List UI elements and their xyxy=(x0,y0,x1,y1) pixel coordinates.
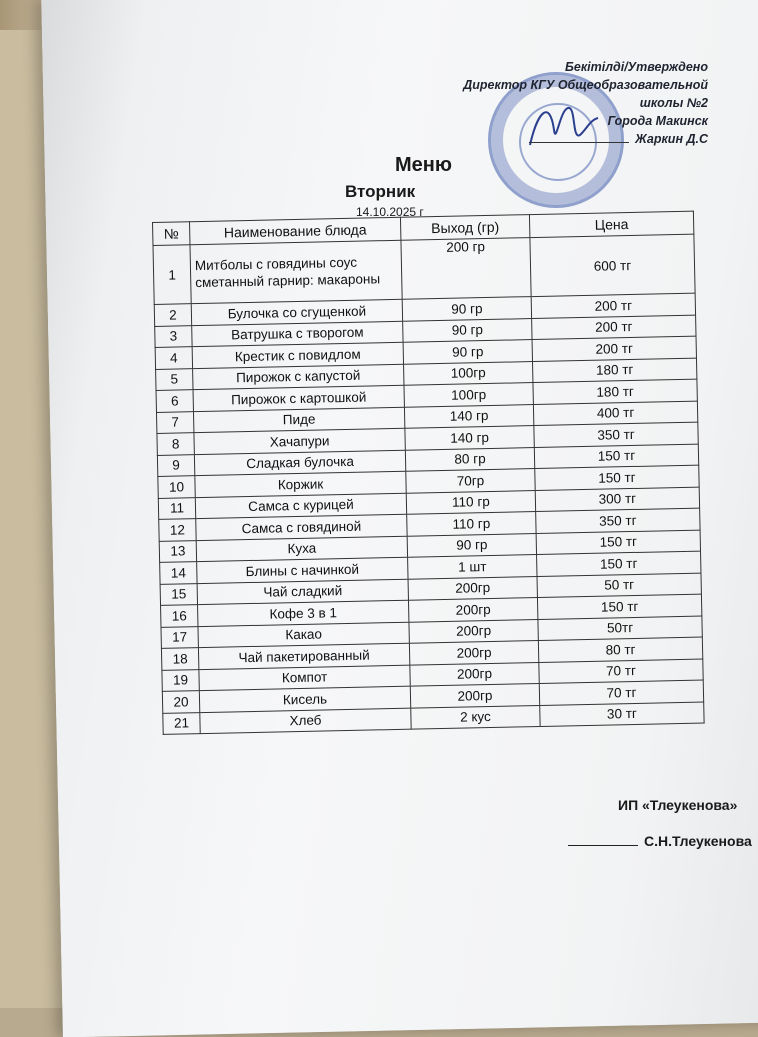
dish-name: Компот xyxy=(199,665,410,691)
dish-yield: 200 гр xyxy=(401,238,531,300)
dish-name: Кофе 3 в 1 xyxy=(198,600,409,626)
dish-name: Коржик xyxy=(195,471,406,497)
dish-price: 80 тг xyxy=(538,637,702,662)
dish-yield: 200гр xyxy=(410,683,539,707)
dish-price: 350 тг xyxy=(536,508,700,533)
dish-yield: 100гр xyxy=(404,383,533,407)
dish-yield: 110 гр xyxy=(407,512,536,536)
dish-price: 70 тг xyxy=(539,680,703,705)
row-number: 5 xyxy=(156,368,193,390)
dish-name: Хлеб xyxy=(200,708,411,734)
dish-name: Ватрушка с творогом xyxy=(192,321,403,347)
dish-name: Хачапури xyxy=(194,428,405,454)
dish-price: 150 тг xyxy=(537,551,701,576)
dish-price: 350 тг xyxy=(534,422,698,447)
dish-yield: 200гр xyxy=(409,641,538,665)
dish-yield: 1 шт xyxy=(408,555,537,579)
dish-price: 50тг xyxy=(538,616,702,641)
dish-yield: 200гр xyxy=(408,598,537,622)
dish-name: Самса с курицей xyxy=(195,493,406,519)
approval-line-4: Города Макинск xyxy=(607,114,708,128)
vendor-signature-row xyxy=(568,833,752,849)
row-number: 3 xyxy=(155,325,192,347)
dish-price: 300 тг xyxy=(535,487,699,512)
row-number: 20 xyxy=(162,691,199,713)
column-header-yield: Выход (гр) xyxy=(400,215,529,241)
dish-name: Кисель xyxy=(199,686,410,712)
dish-name: Какао xyxy=(198,622,409,648)
dish-name: Самса с говядиной xyxy=(196,514,407,540)
row-number: 13 xyxy=(159,540,196,562)
approval-line-1: Бекітілді/Утверждено xyxy=(565,60,708,74)
dish-price: 150 тг xyxy=(534,444,698,469)
row-number: 18 xyxy=(161,648,198,670)
vendor-name: ИП «Тлеукенова» xyxy=(618,797,738,813)
approval-line-2: Директор КГУ Общеобразовательной xyxy=(463,78,708,92)
dish-yield: 200гр xyxy=(408,576,537,600)
dish-price: 200 тг xyxy=(532,336,696,361)
dish-yield: 80 гр xyxy=(405,447,534,471)
row-number: 21 xyxy=(163,712,200,734)
page-title: Меню xyxy=(395,154,452,176)
row-number: 2 xyxy=(154,304,191,326)
dish-price: 70 тг xyxy=(539,659,703,684)
row-number: 19 xyxy=(162,669,199,691)
row-number: 16 xyxy=(161,605,198,627)
approval-block xyxy=(463,58,708,148)
approval-signer: Жаркин Д.С xyxy=(635,132,708,146)
dish-name: Чай сладкий xyxy=(197,579,408,605)
menu-date: 14.10.2025 г xyxy=(356,205,424,219)
row-number: 14 xyxy=(160,562,197,584)
dish-price: 400 тг xyxy=(533,401,697,426)
dish-yield: 100гр xyxy=(404,361,533,385)
row-number: 11 xyxy=(158,497,195,519)
dish-yield: 140 гр xyxy=(405,426,534,450)
row-number: 4 xyxy=(155,347,192,369)
vendor-signer: С.Н.Тлеукенова xyxy=(644,833,752,849)
dish-price: 200 тг xyxy=(531,293,695,318)
row-number: 17 xyxy=(161,626,198,648)
dish-price: 150 тг xyxy=(536,530,700,555)
dish-yield: 90 гр xyxy=(403,318,532,342)
dish-yield: 140 гр xyxy=(404,404,533,428)
row-number: 8 xyxy=(157,433,194,455)
row-number: 6 xyxy=(156,390,193,412)
dish-yield: 2 кус xyxy=(411,705,540,729)
dish-name: Сладкая булочка xyxy=(194,450,405,476)
dish-price: 30 тг xyxy=(540,702,704,727)
approval-line-3: школы №2 xyxy=(639,96,708,110)
dish-name: Крестик с повидлом xyxy=(192,342,403,368)
dish-price: 150 тг xyxy=(535,465,699,490)
row-number: 12 xyxy=(159,519,196,541)
column-header-number: № xyxy=(153,222,190,246)
dish-name: Пирожок с капустой xyxy=(193,364,404,390)
dish-price: 200 тг xyxy=(532,315,696,340)
dish-name: Пиде xyxy=(193,407,404,433)
dish-price: 600 тг xyxy=(530,234,695,296)
dish-name: Митболы с говядины соус сметанный гарнир: макароны xyxy=(190,240,402,303)
dish-price: 180 тг xyxy=(533,379,697,404)
dish-price: 150 тг xyxy=(537,594,701,619)
dish-yield: 200гр xyxy=(410,662,539,686)
dish-yield: 70гр xyxy=(406,469,535,493)
dish-name: Булочка со сгущенкой xyxy=(191,299,402,325)
dish-name: Блины с начинкой xyxy=(197,557,408,583)
row-number: 9 xyxy=(157,454,194,476)
dish-price: 50 тг xyxy=(537,573,701,598)
row-number: 7 xyxy=(156,411,193,433)
column-header-price: Цена xyxy=(529,211,693,237)
dish-name: Пирожок с картошкой xyxy=(193,385,404,411)
dish-name: Куха xyxy=(196,536,407,562)
dish-name: Чай пакетированный xyxy=(198,643,409,669)
row-number: 1 xyxy=(153,245,191,305)
column-header-dish: Наименование блюда xyxy=(190,217,401,244)
dish-yield: 90 гр xyxy=(407,533,536,557)
day-of-week: Вторник xyxy=(345,182,416,201)
dish-yield: 110 гр xyxy=(406,490,535,514)
approval-signer-row xyxy=(463,130,708,148)
dish-yield: 90 гр xyxy=(402,297,531,321)
row-number: 10 xyxy=(158,476,195,498)
dish-price: 180 тг xyxy=(532,358,696,383)
dish-yield: 200гр xyxy=(409,619,538,643)
row-number: 15 xyxy=(160,583,197,605)
dish-yield: 90 гр xyxy=(403,340,532,364)
menu-table xyxy=(152,211,705,735)
